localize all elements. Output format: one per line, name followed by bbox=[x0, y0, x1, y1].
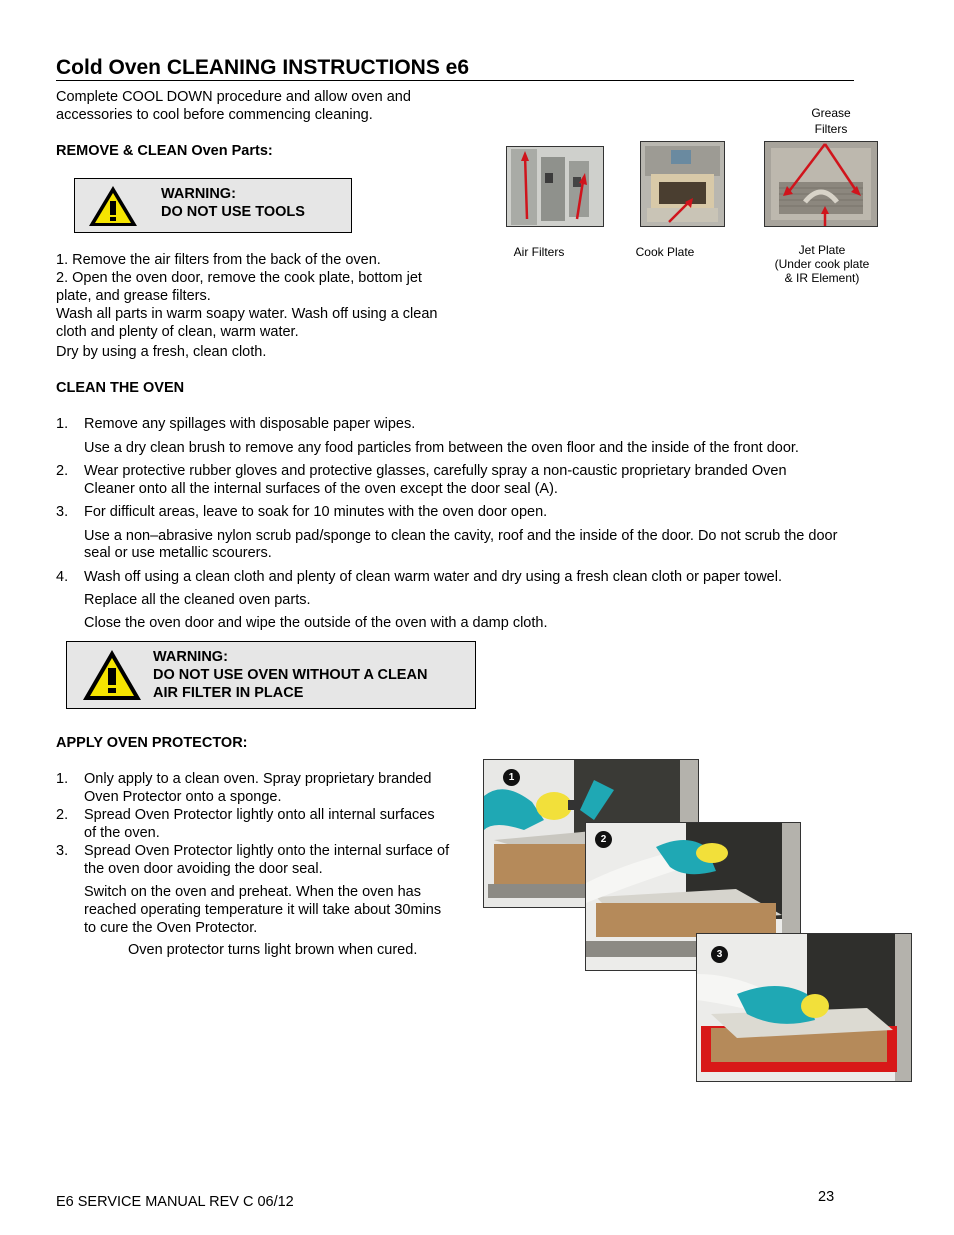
item-text: the oven door avoiding the door seal. bbox=[84, 861, 323, 877]
warning-message: AIR FILTER IN PLACE bbox=[153, 685, 304, 701]
caption-jet-plate bbox=[766, 243, 878, 285]
warning-label: WARNING: bbox=[161, 186, 236, 202]
item-text: of the oven. bbox=[84, 825, 160, 841]
protector-note: Oven protector turns light brown when cured. bbox=[128, 942, 418, 958]
item-number: 4. bbox=[56, 569, 69, 585]
item-text: Spread Oven Protector lightly onto all internal surfaces bbox=[84, 807, 435, 823]
warning-message: DO NOT USE TOOLS bbox=[161, 204, 305, 220]
step-badge: 1 bbox=[503, 769, 520, 786]
page-number: 23 bbox=[818, 1189, 835, 1205]
warning-message: DO NOT USE OVEN WITHOUT A CLEAN bbox=[153, 667, 428, 683]
item-text: Oven Protector onto a sponge. bbox=[84, 789, 282, 805]
clean-heading: CLEAN THE OVEN bbox=[56, 380, 185, 396]
footer-manual-rev: E6 SERVICE MANUAL REV C 06/12 bbox=[56, 1194, 294, 1210]
item-number: 1. bbox=[56, 771, 69, 787]
remove-line: plate, and grease filters. bbox=[56, 288, 211, 304]
item-number: 2. bbox=[56, 463, 69, 479]
remove-heading: REMOVE & CLEAN Oven Parts: bbox=[56, 143, 273, 159]
caption-line: Grease bbox=[811, 106, 851, 120]
item-number: 3. bbox=[56, 843, 69, 859]
warning-label: WARNING: bbox=[153, 649, 228, 665]
item-text: Replace all the cleaned oven parts. bbox=[84, 592, 311, 608]
remove-line: Dry by using a fresh, clean cloth. bbox=[56, 344, 267, 360]
remove-line: 2. Open the oven door, remove the cook plate, bottom jet bbox=[56, 270, 422, 286]
warning-icon bbox=[87, 184, 139, 228]
photo-cook-plate bbox=[640, 141, 725, 227]
caption-cook-plate: Cook Plate bbox=[635, 245, 695, 259]
remove-line: cloth and plenty of clean, warm water. bbox=[56, 324, 299, 340]
caption-line: (Under cook plate bbox=[774, 257, 870, 271]
item-text: Use a dry clean brush to remove any food particles from between the oven floor and the inside of the front door. bbox=[84, 440, 799, 456]
caption-grease-filters bbox=[796, 106, 866, 136]
step-badge: 3 bbox=[711, 946, 728, 963]
warning-box-tools bbox=[74, 178, 352, 233]
intro-text bbox=[56, 88, 411, 124]
item-text: to cure the Oven Protector. bbox=[84, 920, 258, 936]
item-number: 2. bbox=[56, 807, 69, 823]
remove-line: Wash all parts in warm soapy water. Wash off using a clean bbox=[56, 306, 438, 322]
photo-air-filters bbox=[506, 146, 604, 227]
item-text: Close the oven door and wipe the outside of the oven with a damp cloth. bbox=[84, 615, 548, 631]
item-text: Wear protective rubber gloves and protective glasses, carefully spray a non-caustic proprietary branded Oven bbox=[84, 463, 787, 479]
warning-box-air-filter bbox=[66, 641, 476, 709]
protector-heading: APPLY OVEN PROTECTOR: bbox=[56, 735, 248, 751]
item-text: Wash off using a clean cloth and plenty of clean warm water and dry using a fresh clean cloth or paper towel. bbox=[84, 569, 782, 585]
item-text: Use a non–abrasive nylon scrub pad/sponge to clean the cavity, roof and the inside of the door. Do not scrub the door bbox=[84, 528, 838, 544]
caption-line: & IR Element) bbox=[784, 271, 860, 285]
item-text: Remove any spillages with disposable paper wipes. bbox=[84, 416, 416, 432]
item-text: seal or use metallic scourers. bbox=[84, 545, 272, 561]
photo-grease-filters bbox=[764, 141, 878, 227]
item-number: 1. bbox=[56, 416, 69, 432]
intro-line: accessories to cool before commencing cleaning. bbox=[56, 107, 373, 123]
title-divider bbox=[56, 80, 854, 81]
caption-line: Jet Plate bbox=[798, 243, 846, 257]
item-number: 3. bbox=[56, 504, 69, 520]
caption-air-filters: Air Filters bbox=[513, 245, 565, 259]
intro-line: Complete COOL DOWN procedure and allow oven and bbox=[56, 89, 411, 105]
caption-line: Filters bbox=[814, 122, 848, 136]
item-text: Spread Oven Protector lightly onto the internal surface of bbox=[84, 843, 450, 859]
item-text: Only apply to a clean oven. Spray proprietary branded bbox=[84, 771, 432, 787]
item-text: Switch on the oven and preheat. When the oven has bbox=[84, 884, 421, 900]
warning-icon bbox=[81, 648, 143, 702]
item-text: reached operating temperature it will take about 30mins bbox=[84, 902, 442, 918]
step-badge: 2 bbox=[595, 831, 612, 848]
item-text: Cleaner onto all the internal surfaces of the oven except the door seal (A). bbox=[84, 481, 558, 497]
photo-step-3 bbox=[696, 933, 912, 1082]
page-title: Cold Oven CLEANING INSTRUCTIONS e6 bbox=[56, 56, 470, 79]
item-text: For difficult areas, leave to soak for 10 minutes with the oven door open. bbox=[84, 504, 548, 520]
remove-instructions bbox=[56, 251, 437, 361]
remove-line: 1. Remove the air filters from the back of the oven. bbox=[56, 252, 381, 268]
